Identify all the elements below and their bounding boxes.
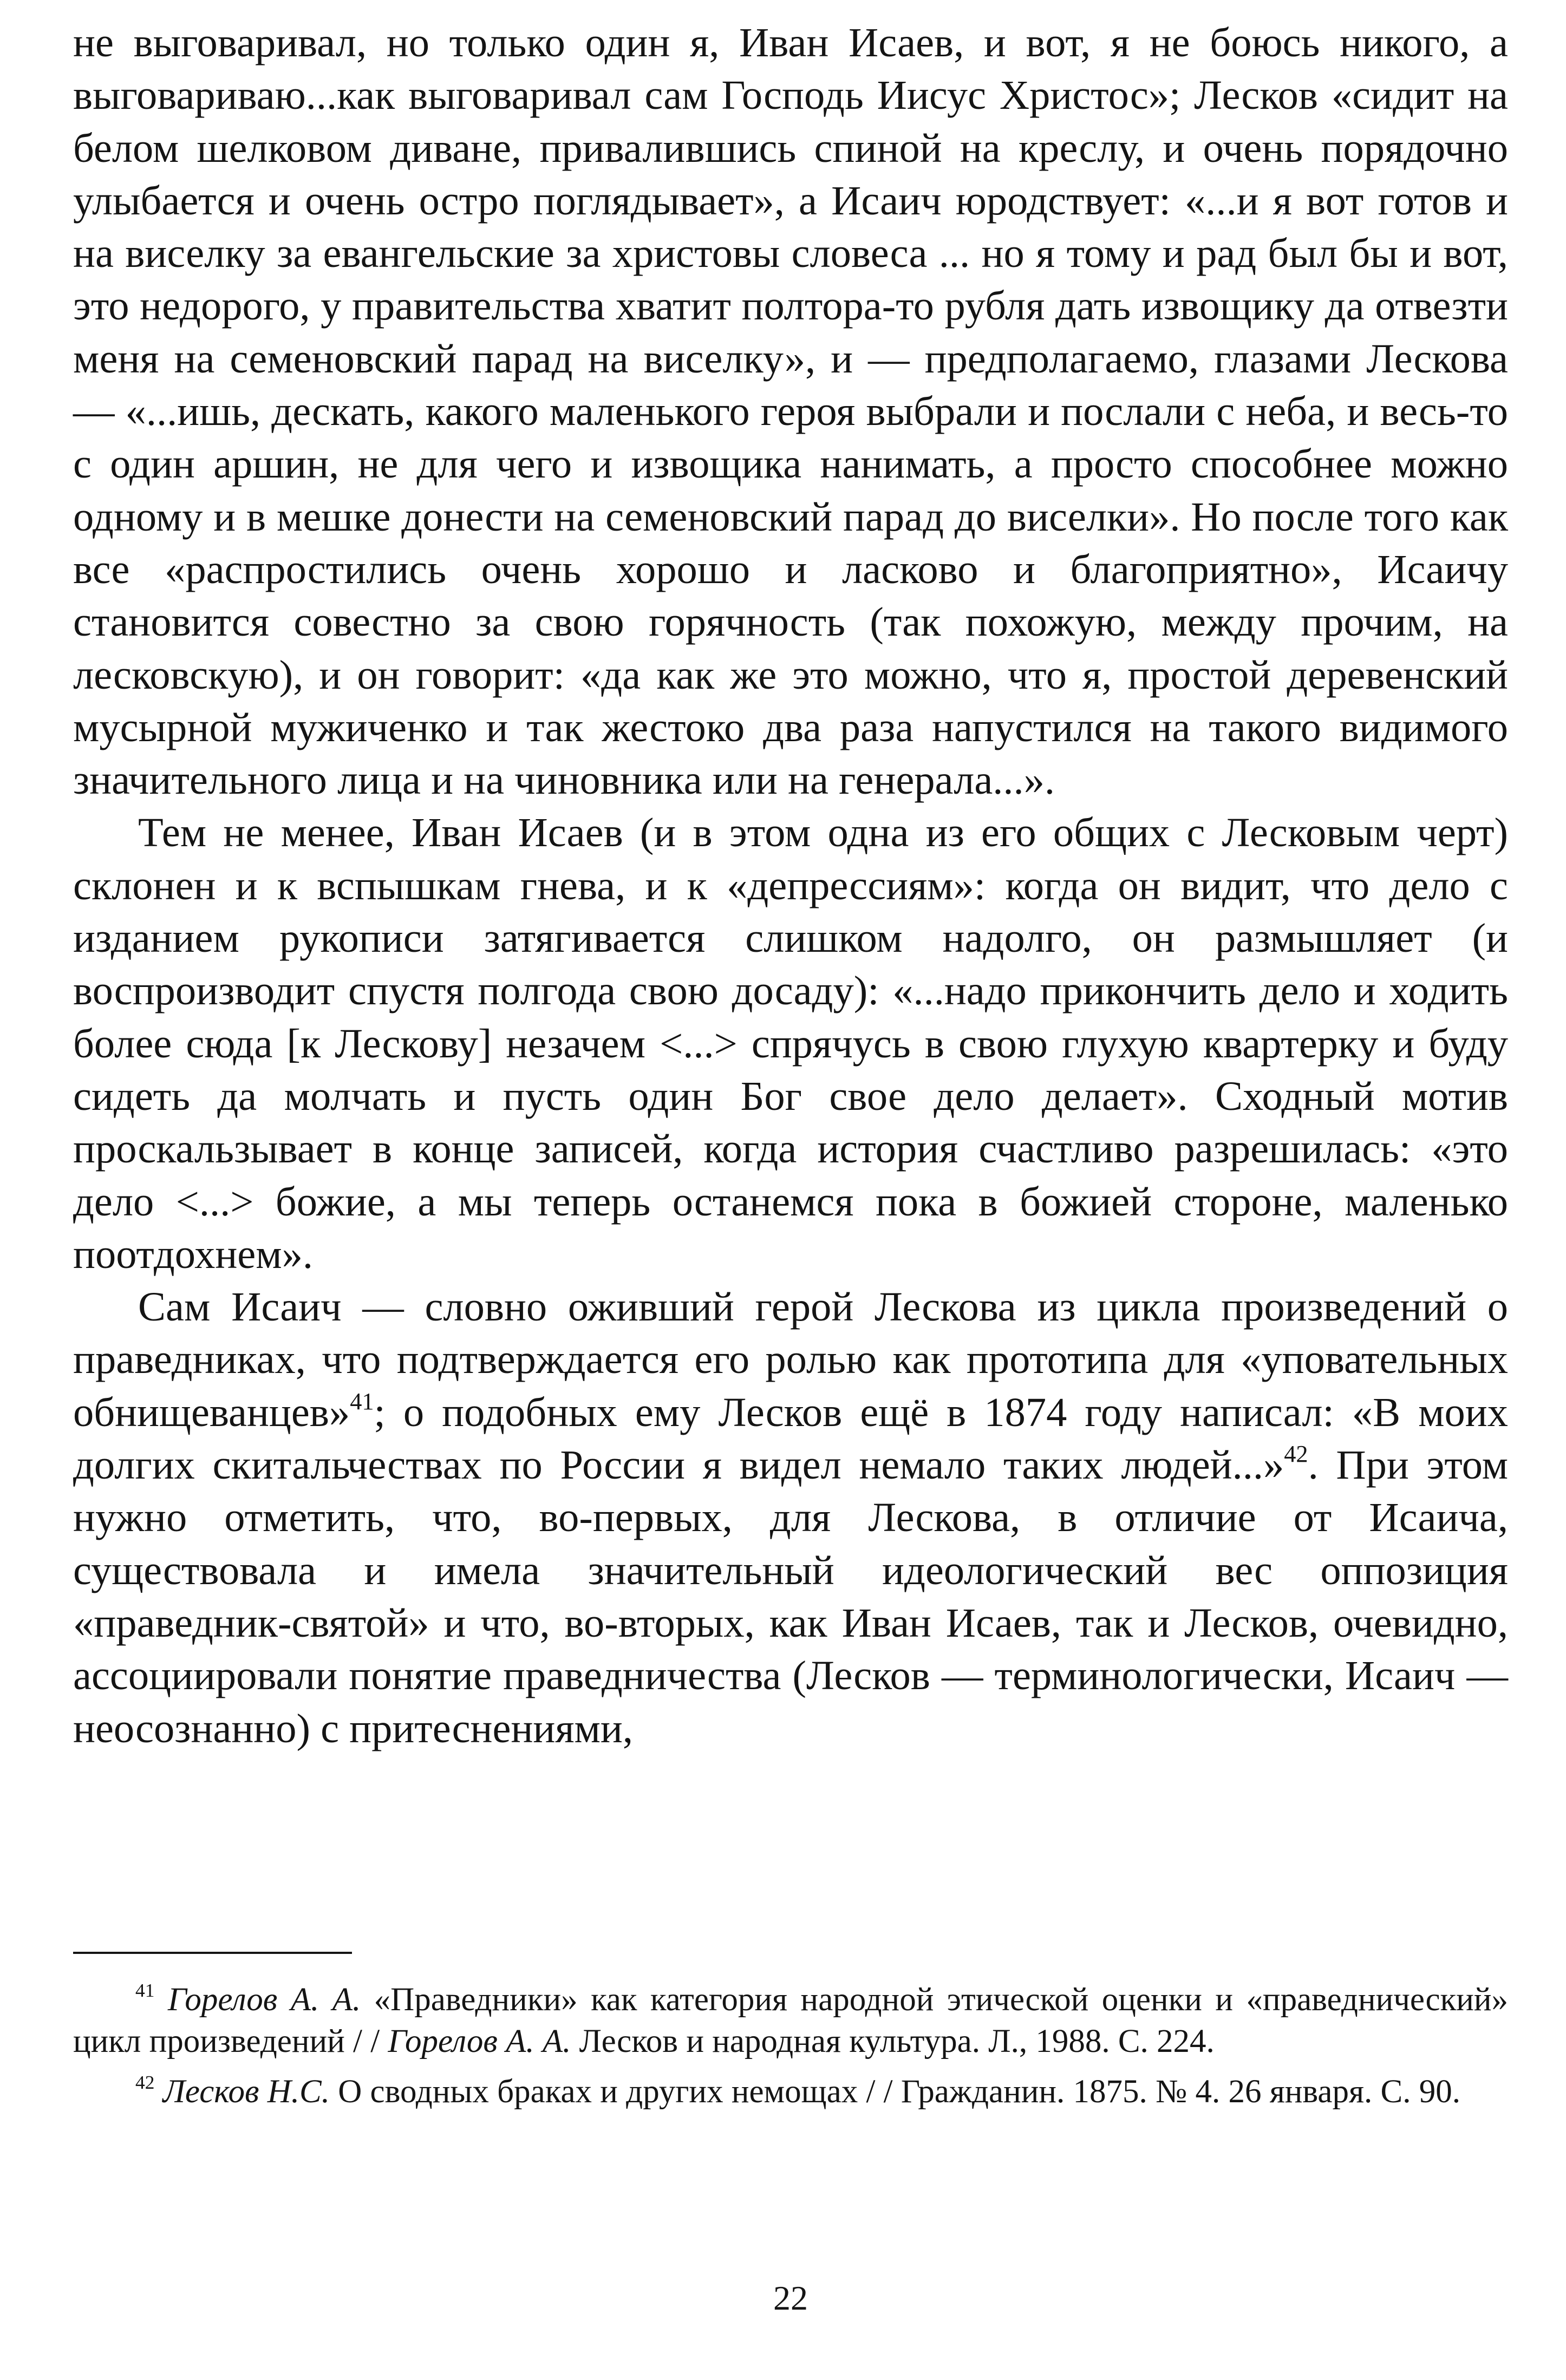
paragraph-continued: не выговаривал, но только один я, Иван Исаев, и вот, я не боюсь никого, а выговариваю...как выговаривал сам Господь Иисус Христос»; Лесков «сидит на белом шелковом диване, привалившись спиной на креслу, и очень порядочно улыбается и очень остро поглядывает», а Исаич юродствует: «...и я вот готов и на виселку за евангельские за христовы словеса ... но я тому и рад был бы и вот, это недорого, у правительства хватит полтора-то рубля дать извощику да отвезти меня на семеновский парад на виселку», и — предполагаемо, глазами Лескова — «...ишь, дескать, какого маленького героя выбрали и послали с неба, и весь-то с один аршин, не для чего и извощика нанимать, а просто способнее можно одному и в мешке донести на семеновский парад до виселки». Но после того как все «распростились очень хорошо и ласково и благоприятно», Исаичу становится совестно за свою горячность (так похожую, между прочим, на лесковскую), и он говорит: «да как же это можно, что я, простой деревенский мусырной мужиченко и так жестоко два раза напустился на такого видимого значительного лица и на чиновника или на генерала...». <box>73 19 1508 803</box>
footnote-text: Лесков и народная культура. Л., 1988. С. 224. <box>571 2023 1215 2059</box>
footnote-author: Горелов А. А. <box>167 1982 361 2018</box>
footnotes <box>73 1979 1508 2113</box>
footnote-author: Лесков Н.С. <box>162 2074 330 2110</box>
page-number: 22 <box>773 2279 808 2317</box>
footnote-41 <box>73 1979 1508 2062</box>
footnote-ref-41: 41 <box>350 1387 374 1415</box>
footnote-number: 41 <box>135 1979 155 2002</box>
book-page <box>73 16 1509 2317</box>
footnote-separator <box>73 1952 352 1954</box>
paragraph-text: . При этом нужно отметить, что, во-первых, для Лескова, в отличие от Исаича, существовала и имела значительный идеологический вес оппозиция «праведник-святой» и что, во-вторых, как Иван Исаев, так и Лесков, очевидно, ассоциировали понятие праведничества (Лесков — терминологически, Исаич — неосознанно) с притеснениями, <box>73 1442 1508 1751</box>
paragraph: Тем не менее, Иван Исаев (и в этом одна из его общих с Лесковым черт) склонен и к вспышкам гнева, и к «депрессиям»: когда он видит, что дело с изданием рукописи затягивается слишком надолго, он размышляет (и воспроизводит спустя полгода свою досаду): «...надо прикончить дело и ходить более сюда [к Лескову] незачем <...> спрячусь в свою глухую квартерку и буду сидеть да молчать и пусть один Бог свое дело делает». Сходный мотив проскальзывает в конце записей, когда история счастливо разрешилась: «это дело <...> божие, а мы теперь останемся пока в божией стороне, маленько поотдохнем». <box>73 809 1508 1277</box>
paragraph <box>73 1280 1508 1755</box>
footnote-text: О сводных браках и других немощах / / Гражданин. 1875. № 4. 26 января. С. 90. <box>329 2074 1460 2110</box>
footnote-ref-42: 42 <box>1284 1440 1308 1467</box>
footnote-number: 42 <box>135 2071 155 2094</box>
paragraph-text: Сам Исаич — словно оживший герой Лескова из цикла произведений о праведниках, что подтверждается его ролью как прототипа для «уповательных обнищеванцев» <box>73 1284 1508 1435</box>
paragraph-text: ; о подобных ему Лесков ещё в 1874 году написал: «В моих долгих скитальчествах по России я видел немало таких людей...» <box>73 1389 1508 1488</box>
footnote-42 <box>73 2071 1508 2113</box>
footnote-author: Горелов А. А. <box>388 2023 571 2059</box>
main-text <box>73 16 1508 1755</box>
footnote-text: «Праведники» как категория народной этической оценки и «праведнический» цикл произведений / / <box>73 1982 1509 2059</box>
